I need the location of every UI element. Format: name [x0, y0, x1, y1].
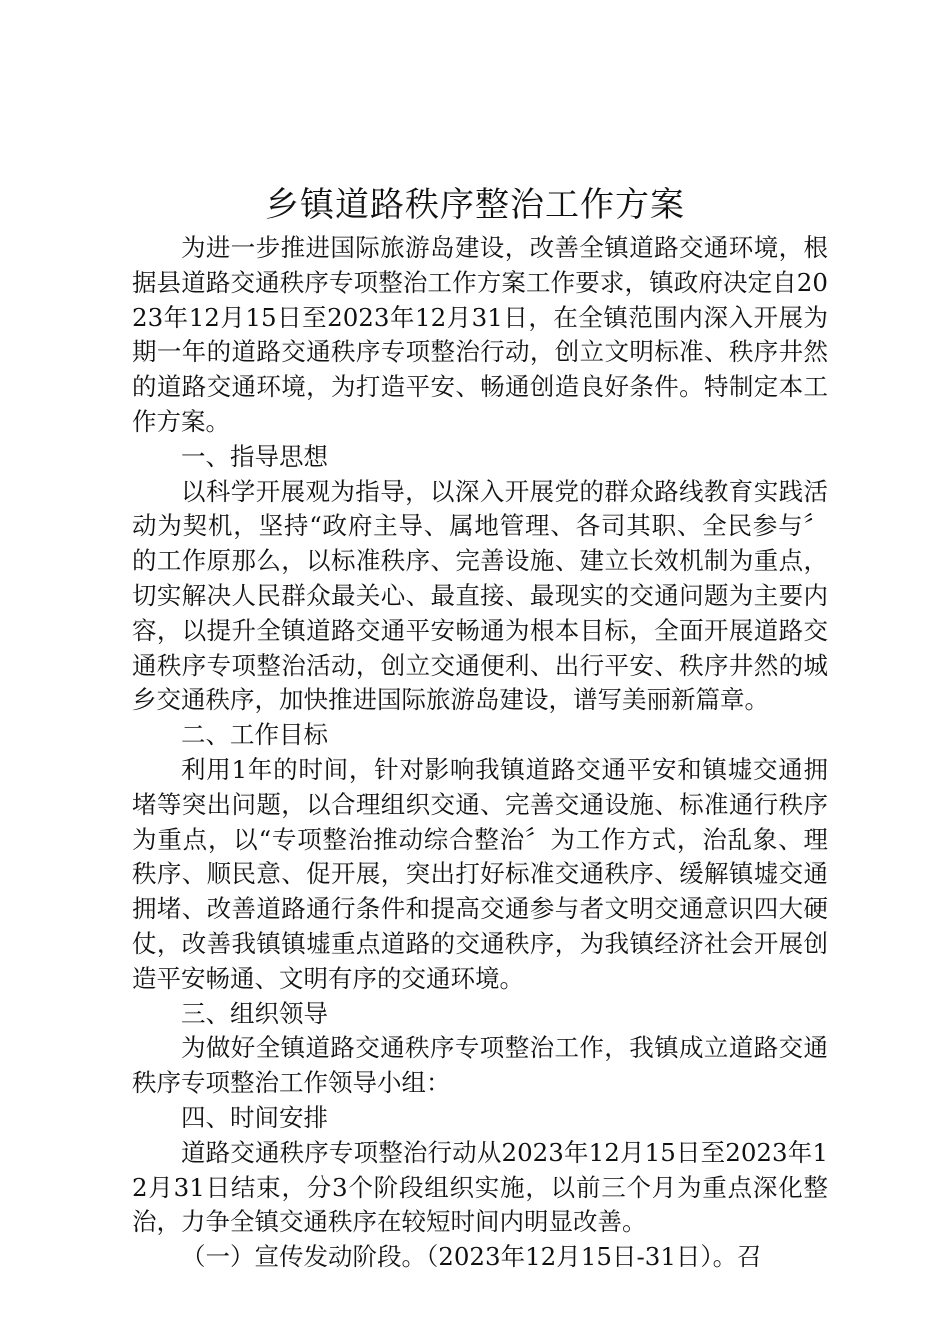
schedule-paragraph: 道路交通秩序专项整治行动从2023年12月15日至2023年12月31日结束，分3个阶段组织实施，以前三个月为重点深化整治，力争全镇交通秩序在较短时间内明显改善。 [132, 1137, 828, 1237]
document-body [132, 231, 828, 1275]
section-heading-guiding-ideology: 一、指导思想 [181, 441, 328, 471]
section-heading-work-goals: 二、工作目标 [181, 720, 328, 750]
phase-one-paragraph: （一）宣传发动阶段。（2023年12月15日-31日）。召 [181, 1242, 762, 1272]
organization-paragraph: 为做好全镇道路交通秩序专项整治工作，我镇成立道路交通秩序专项整治工作领导小组： [132, 1033, 828, 1098]
work-goals-paragraph: 利用1年的时间，针对影响我镇道路交通平安和镇墟交通拥堵等突出问题，以合理组织交通、完善交通设施、标准通行秩序为重点，以“专项整治推动综合整治〞为工作方式，治乱象、理秩序、顺民意、促开展，突出打好标准交通秩序、缓解镇墟交通拥堵、改善道路通行条件和提高交通参与者文明交通意识四大硬仗，改善我镇镇墟重点道路的交通秩序，为我镇经济社会开展创造平安畅通、文明有序的交通环境。 [132, 754, 828, 993]
document-title: 乡镇道路秩序整治工作方案 [265, 185, 685, 225]
section-heading-schedule: 四、时间安排 [181, 1102, 328, 1132]
intro-paragraph: 为进一步推进国际旅游岛建设，改善全镇道路交通环境，根据县道路交通秩序专项整治工作方案工作要求，镇政府决定自2023年12月15日至2023年12月31日，在全镇范围内深入开展为期一年的道路交通秩序专项整治行动，创立文明标准、秩序井然的道路交通环境，为打造平安、畅通创造良好条件。特制定本工作方案。 [132, 233, 828, 436]
section-heading-organization: 三、组织领导 [181, 998, 328, 1028]
guiding-ideology-paragraph: 以科学开展观为指导，以深入开展党的群众路线教育实践活动为契机，坚持“政府主导、属地管理、各司其职、全民参与〞的工作原那么，以标准秩序、完善设施、建立长效机制为重点，切实解决人民群众最关心、最直接、最现实的交通问题为主要内容，以提升全镇道路交通平安畅通为根本目标，全面开展道路交通秩序专项整治活动，创立交通便利、出行平安、秩序井然的城乡交通秩序，加快推进国际旅游岛建设，谱写美丽新篇章。 [132, 476, 828, 715]
